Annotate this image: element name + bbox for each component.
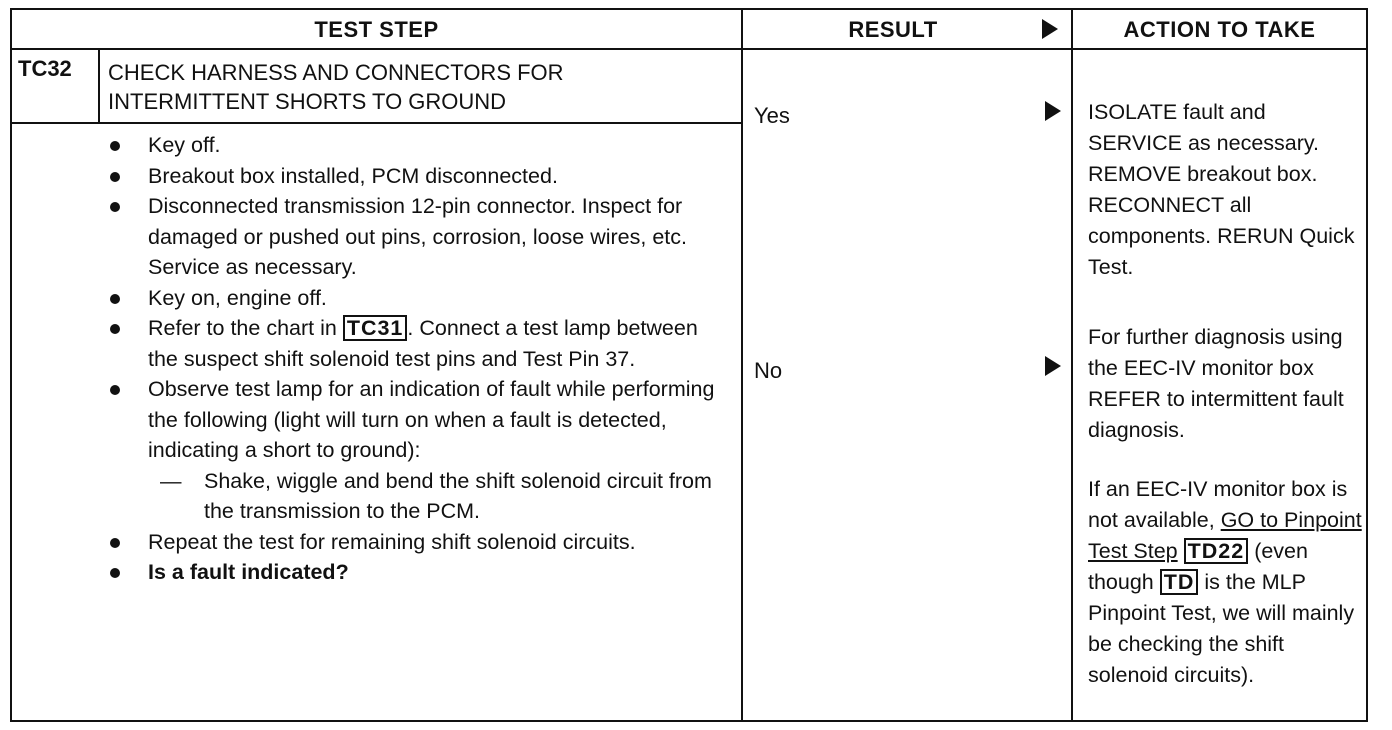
bullet-icon (110, 141, 120, 151)
bullet-item: Breakout box installed, PCM disconnected. (106, 161, 726, 192)
action-no-1: For further diagnosis using the EEC-IV monitor box REFER to intermittent fault diagnosis. (1088, 325, 1344, 442)
divider-action (1071, 10, 1073, 720)
bullet-item: Repeat the test for remaining shift solenoid circuits. (106, 527, 726, 558)
header-action: ACTION TO TAKE (1123, 17, 1316, 42)
divider-result (741, 10, 743, 720)
header-result: RESULT (848, 17, 938, 42)
ref-tc31: TC31 (343, 315, 408, 341)
ref-td22: TD22 (1184, 538, 1249, 564)
step-title-line2: INTERMITTENT SHORTS TO GROUND (108, 89, 507, 114)
bullet-icon (110, 538, 120, 548)
bullet-icon (110, 172, 120, 182)
header-test-step: TEST STEP (314, 17, 439, 42)
action-yes: ISOLATE fault and SERVICE as necessary. REMOVE breakout box. RECONNECT all components. RERUN Quick Test. (1088, 100, 1355, 279)
bullet-item: Observe test lamp for an indication of fault while performing the following (light will turn on when a fault is detected, indicating a short to ground): — Shake, wiggle and bend the shift solenoid circuit from the transmission to the PCM. (106, 374, 726, 527)
step-bullets (106, 130, 726, 588)
bullet-item: Is a fault indicated? (106, 557, 726, 588)
step-title (108, 58, 708, 116)
arrow-icon (1045, 101, 1061, 121)
bullet-item: Key on, engine off. (106, 283, 726, 314)
go-to-link: GO to Pinpoint Test Step (1088, 508, 1362, 563)
result-yes: Yes (754, 103, 790, 128)
sub-item: — Shake, wiggle and bend the shift solenoid circuit from the transmission to the PCM. (148, 466, 726, 527)
result-no: No (754, 358, 783, 383)
title-divider (12, 122, 741, 124)
bullet-item: Refer to the chart in TC31 . Connect a test lamp between the suspect shift solenoid test pins and Test Pin 37. (106, 313, 726, 374)
divider-step-id (98, 50, 100, 124)
bullet-icon (110, 294, 120, 304)
bullet-item: Key off. (106, 130, 726, 161)
sub-list (148, 466, 726, 527)
bullet-icon (110, 324, 120, 334)
step-title-line1: CHECK HARNESS AND CONNECTORS FOR (108, 60, 564, 85)
bullet-icon (110, 568, 120, 578)
step-id: TC32 (18, 56, 72, 81)
bullet-item: Disconnected transmission 12-pin connector. Inspect for damaged or pushed out pins, corrosion, loose wires, etc. Service as necessary. (106, 191, 726, 283)
ref-td: TD (1160, 569, 1199, 595)
bullet-icon (110, 202, 120, 212)
arrow-icon (1045, 356, 1061, 376)
dash-icon: — (160, 468, 182, 493)
action-no-2: If an EEC-IV monitor box is not available, GO to Pinpoint Test Step TD22 (even though TD is the MLP Pinpoint Test, we will mainly be checking the shift solenoid circuits). (1088, 477, 1362, 687)
bullet-icon (110, 385, 120, 395)
arrow-icon (1042, 19, 1058, 39)
